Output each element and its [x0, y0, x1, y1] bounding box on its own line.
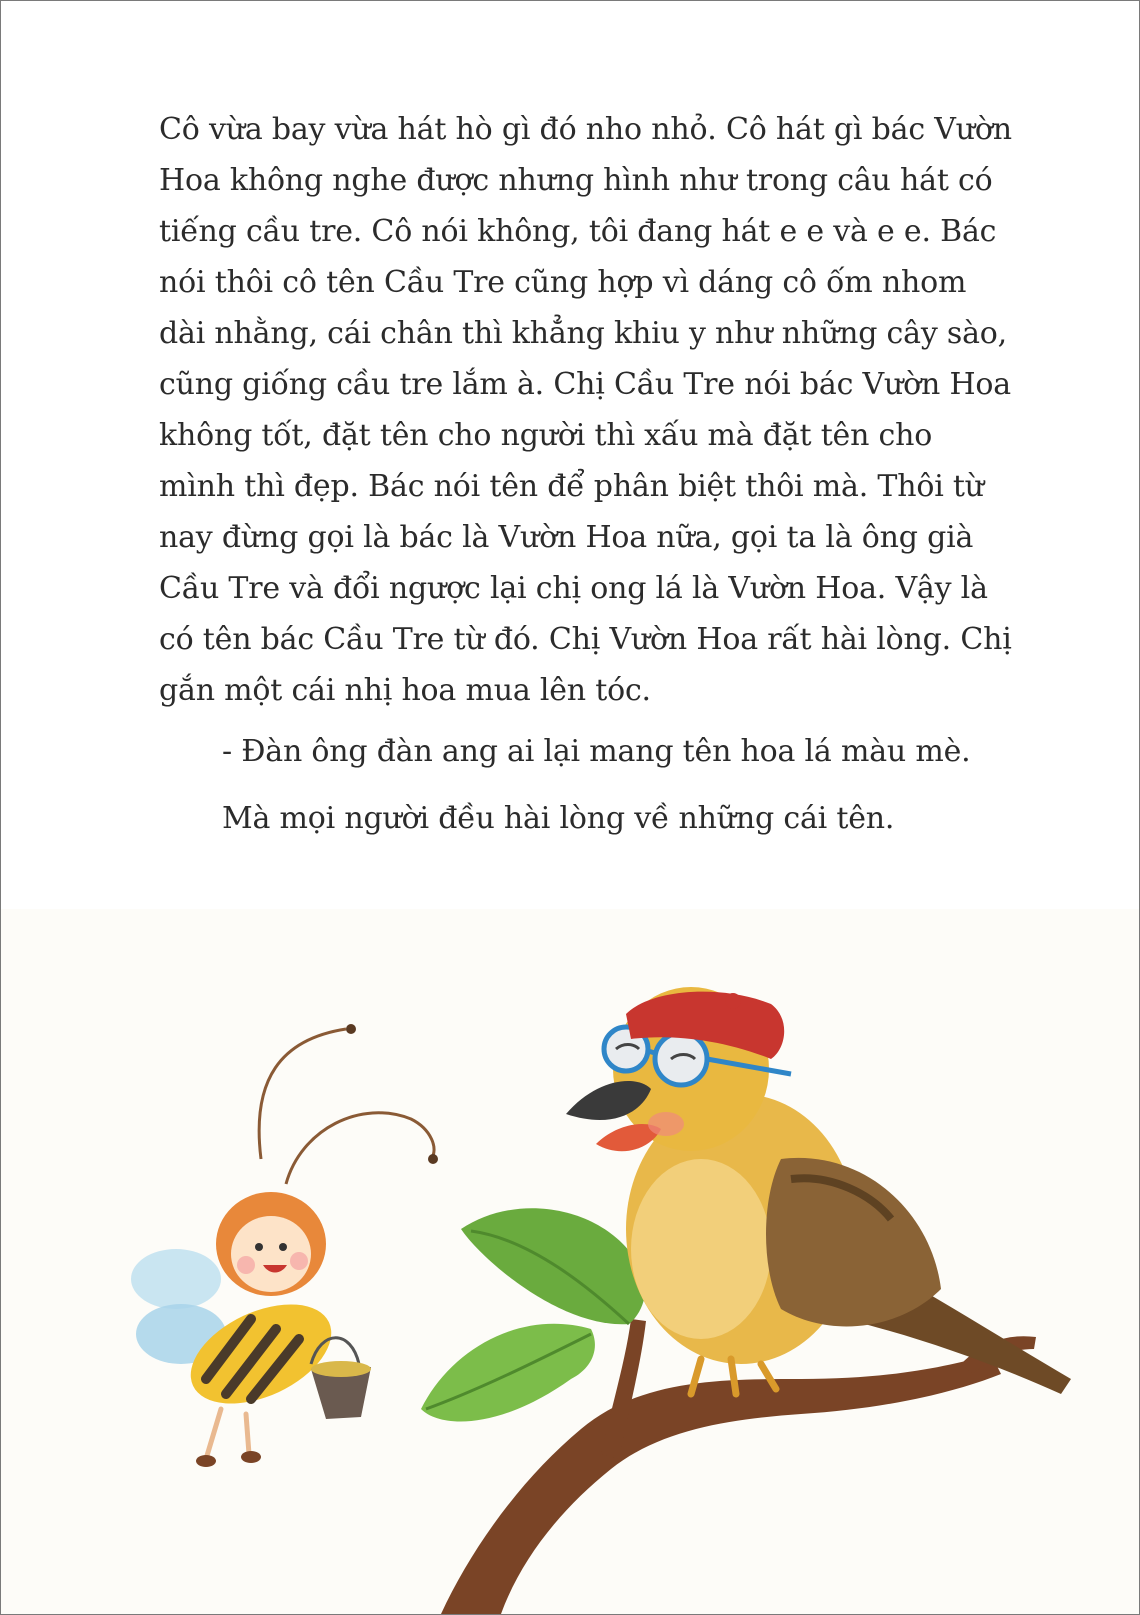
paragraph-line: Cầu Tre và đổi ngược lại chị ong lá là Vườn Hoa. Vậy là	[159, 571, 988, 606]
paragraph-line: tiếng cầu tre. Cô nói không, tôi đang hát e e và e e. Bác	[159, 214, 997, 249]
paragraph-line: Hoa không nghe được nhưng hình như trong câu hát có	[159, 163, 993, 198]
story-text	[159, 104, 1012, 844]
dialogue-line: - Đàn ông đàn ang ai lại mang tên hoa lá màu mè.	[222, 734, 971, 769]
leaf-icon	[421, 1208, 645, 1421]
paragraph-line: cũng giống cầu tre lắm à. Chị Cầu Tre nói bác Vườn Hoa	[159, 367, 1011, 402]
paragraph-line: không tốt, đặt tên cho người thì xấu mà đặt tên cho	[159, 418, 933, 453]
paragraph-line: gắn một cái nhị hoa mua lên tóc.	[159, 673, 651, 708]
paragraph-line: nói thôi cô tên Cầu Tre cũng hợp vì dáng cô ốm nhom	[159, 265, 967, 300]
illustration	[1, 909, 1139, 1614]
bee-girl-icon	[131, 1024, 438, 1467]
paragraph-line: Cô vừa bay vừa hát hò gì đó nho nhỏ. Cô hát gì bác Vườn	[159, 112, 1012, 147]
paragraph-line: mình thì đẹp. Bác nói tên để phân biệt thôi mà. Thôi từ	[159, 469, 984, 504]
paragraph-line: dài nhằng, cái chân thì khẳng khiu y như những cây sào,	[159, 316, 1007, 351]
closing-line: Mà mọi người đều hài lòng về những cái tên.	[222, 801, 895, 836]
paragraph-line: có tên bác Cầu Tre từ đó. Chị Vườn Hoa rất hài lòng. Chị	[159, 622, 1012, 657]
paragraph-line: nay đừng gọi là bác là Vườn Hoa nữa, gọi ta là ông già	[159, 520, 974, 555]
story-paragraph	[159, 104, 1012, 716]
